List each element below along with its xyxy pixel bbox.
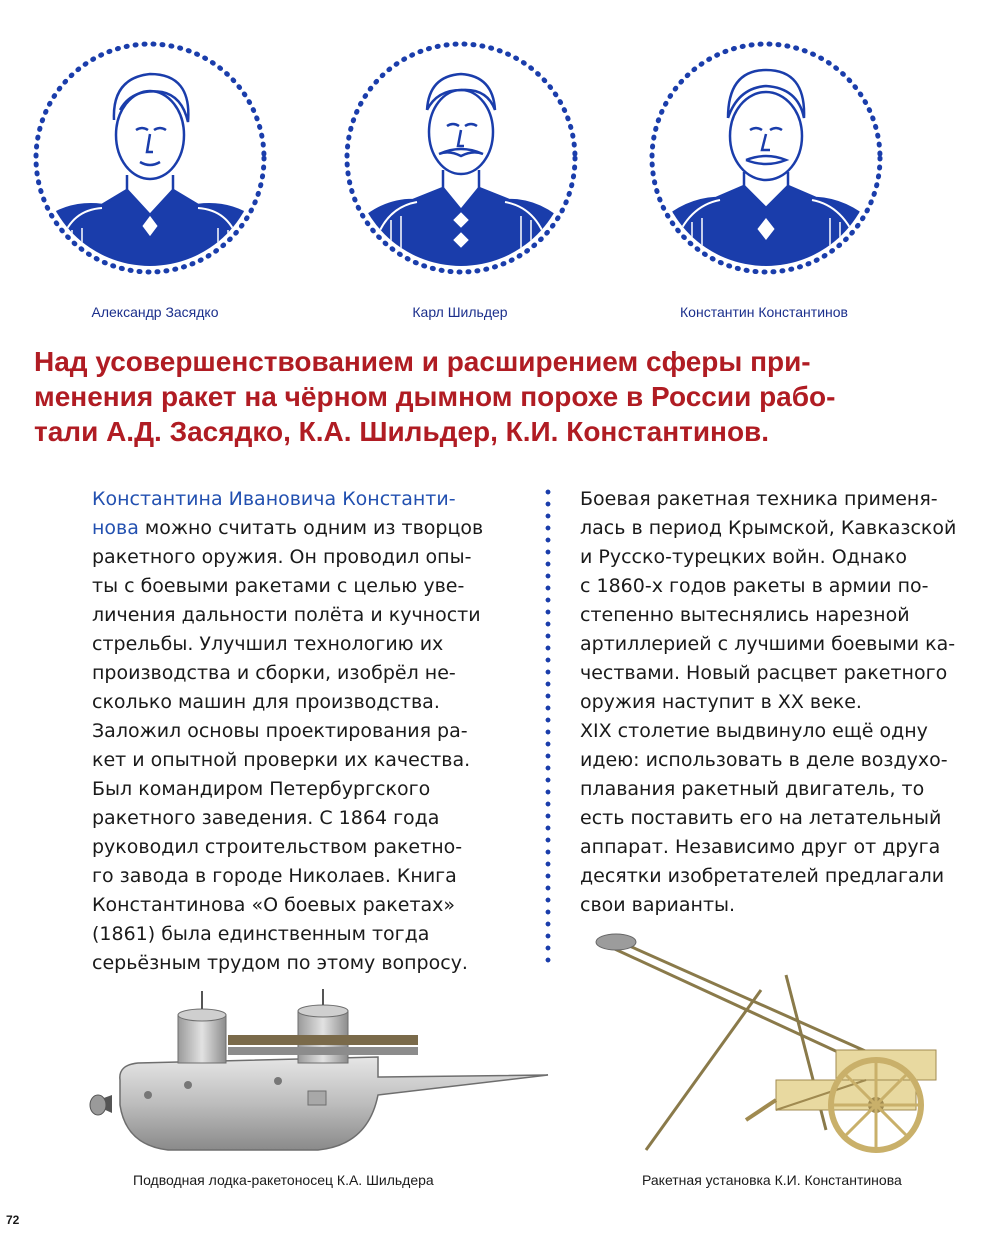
body-line: (1861) была единственным тогда — [92, 923, 430, 945]
portrait-schilder — [343, 40, 579, 276]
body-line: свои варианты. — [580, 894, 736, 916]
body-line: есть поставить его на летательный — [580, 807, 942, 829]
submarine-illustration — [78, 985, 560, 1160]
dotted-divider — [545, 486, 551, 964]
right-column — [580, 485, 985, 920]
body-line: с 1860-х годов ракеты в армии по- — [580, 575, 929, 597]
body-line: Заложил основы проектирования ра- — [92, 720, 468, 742]
page-number: 72 — [6, 1213, 20, 1227]
body-line: серьёзным трудом по этому вопросу. — [92, 952, 468, 974]
body-text: можно считать одним из творцов — [138, 517, 484, 539]
body-line: и Русско-турецких войн. Однако — [580, 546, 907, 568]
body-line: ракетного оружия. Он проводил опы- — [92, 546, 472, 568]
portrait-caption-konstantinov: Константин Константинов — [680, 304, 848, 320]
body-line: XIX столетие выдвинуло ещё одну — [580, 720, 928, 742]
body-line: ты с боевыми ракетами с целью уве- — [92, 575, 465, 597]
portrait-konstantinov — [648, 40, 884, 276]
highlight-name-end: нова — [92, 517, 139, 539]
body-line: десятки изобретателей предлагали — [580, 865, 945, 887]
body-line: стрельбы. Улучшил технологию их — [92, 633, 444, 655]
headline-line: Над усовершенствованием и расширением сферы при- — [34, 346, 811, 377]
body-line: Боевая ракетная техника применя- — [580, 488, 938, 510]
body-line: кет и опытной проверки их качества. — [92, 749, 471, 771]
rocket-launcher-illustration — [586, 930, 958, 1160]
body-line — [92, 514, 532, 543]
headline — [34, 344, 974, 449]
body-line: лась в период Крымской, Кавказской — [580, 517, 957, 539]
body-line: Константинова «О боевых ракетах» — [92, 894, 456, 916]
body-line: чествами. Новый расцвет ракетного — [580, 662, 948, 684]
launcher-caption: Ракетная установка К.И. Константинова — [642, 1172, 902, 1188]
headline-line: менения ракет на чёрном дымном порохе в России рабо- — [34, 381, 836, 412]
body-line: плавания ракетный двигатель, то — [580, 778, 925, 800]
body-line: аппарат. Независимо друг от друга — [580, 836, 941, 858]
body-line: сколько машин для производства. — [92, 691, 440, 713]
body-line: го завода в городе Николаев. Книга — [92, 865, 457, 887]
body-line: личения дальности полёта и кучности — [92, 604, 481, 626]
left-column — [92, 485, 532, 978]
body-line: ракетного заведения. С 1864 года — [92, 807, 440, 829]
body-line: оружия наступит в XX веке. — [580, 691, 862, 713]
body-line: артиллерией с лучшими боевыми ка- — [580, 633, 956, 655]
body-line: руководил строительством ракетно- — [92, 836, 463, 858]
body-line: Был командиром Петербургского — [92, 778, 431, 800]
body-line: производства и сборки, изобрёл не- — [92, 662, 456, 684]
body-line: идею: использовать в деле воздухо- — [580, 749, 948, 771]
body-line: степенно вытеснялись нарезной — [580, 604, 910, 626]
submarine-caption: Подводная лодка-ракетоносец К.А. Шильдера — [133, 1172, 434, 1188]
highlight-name-line: Константина Ивановича Константи- — [92, 488, 456, 510]
portrait-caption-schilder: Карл Шильдер — [412, 304, 508, 320]
portrait-zasyadko — [32, 40, 268, 276]
portrait-caption-zasyadko: Александр Засядко — [91, 304, 219, 320]
headline-line: тали А.Д. Засядко, К.А. Шильдер, К.И. Константинов. — [34, 416, 770, 447]
